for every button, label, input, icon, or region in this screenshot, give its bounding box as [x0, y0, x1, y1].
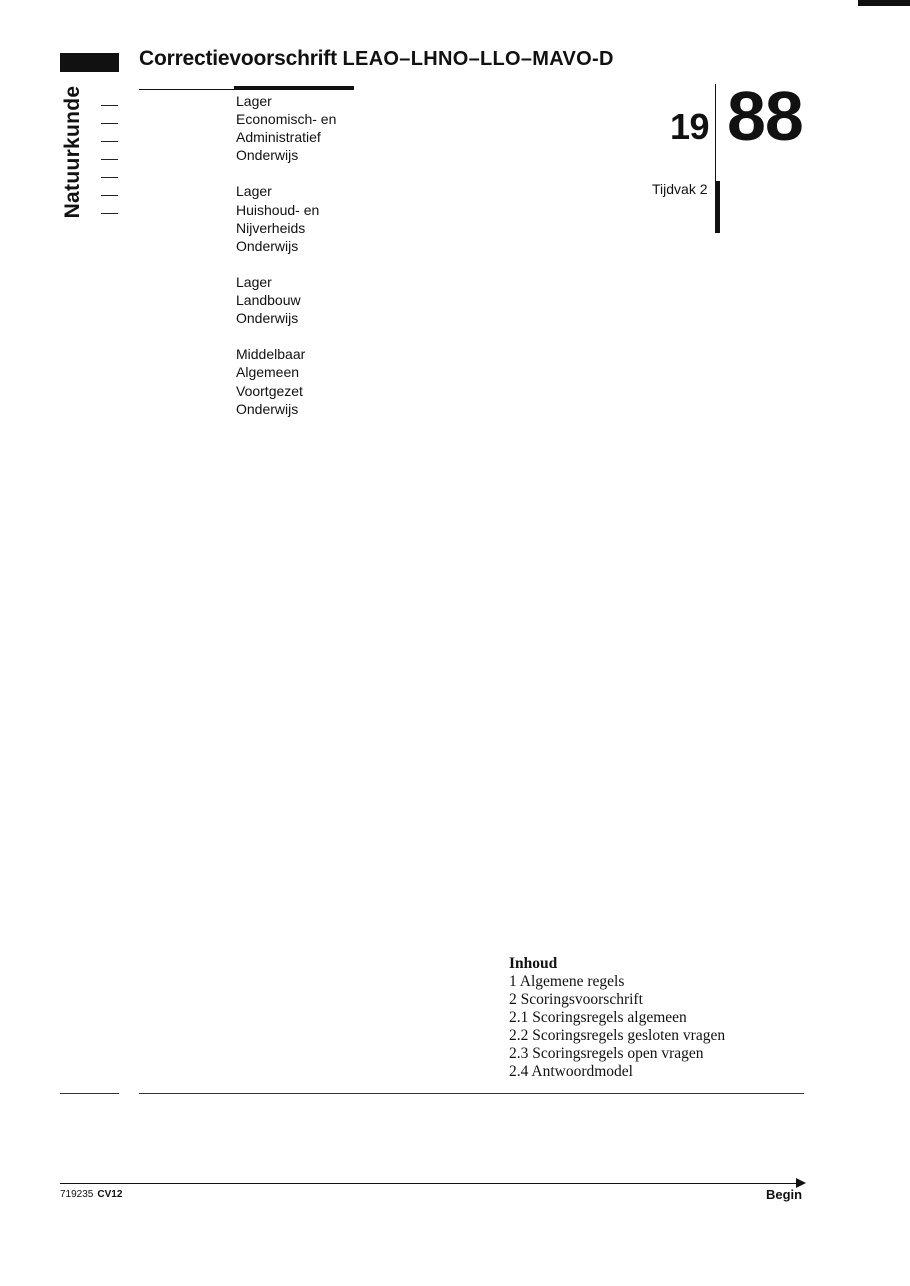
side-dash [101, 105, 118, 106]
contents-title: Inhoud [509, 955, 558, 972]
school-type-line: Administratief [236, 129, 321, 146]
school-type-line: Onderwijs [236, 237, 299, 254]
contents-item: 2.1 Scoringsregels algemeen [509, 1009, 687, 1026]
school-type-line: Onderwijs [236, 147, 299, 164]
year-divider-bar [715, 181, 720, 233]
table-of-contents [509, 955, 725, 1081]
school-type-line: Landbouw [236, 292, 301, 309]
footer-code [60, 1189, 122, 1200]
school-type-line: Onderwijs [236, 400, 299, 417]
school-type-line: Nijverheids [236, 219, 306, 236]
side-dash [101, 141, 118, 142]
subject-label: Natuurkunde [61, 85, 84, 219]
school-type-list [236, 92, 336, 436]
contents-item: 2.4 Antwoordmodel [509, 1063, 633, 1080]
side-dash [101, 195, 118, 196]
page-title [139, 47, 614, 71]
school-type-llo [236, 273, 336, 327]
corner-mark [858, 0, 910, 6]
school-type-lhno [236, 182, 336, 254]
school-type-line: Economisch- en [236, 111, 337, 128]
contents-item: 1 Algemene regels [509, 973, 625, 990]
title-code: LEAO–LHNO–LLO–MAVO-D [342, 48, 614, 70]
title-underline-thick [234, 86, 354, 90]
side-dash [101, 213, 118, 214]
footer-rule [60, 1183, 798, 1184]
title-main: Correctievoorschrift [139, 47, 337, 70]
contents-item: 2.3 Scoringsregels open vragen [509, 1045, 704, 1062]
school-type-leao [236, 92, 336, 164]
bottom-rule-left [60, 1093, 119, 1094]
school-type-line: Lager [236, 273, 272, 290]
year-decade: 88 [727, 77, 803, 155]
footer-doc-code: CV12 [97, 1189, 123, 1200]
school-type-line: Algemeen [236, 364, 300, 381]
footer-number: 719235 [60, 1189, 94, 1200]
side-dash [101, 123, 118, 124]
side-dash [101, 159, 118, 160]
school-type-line: Lager [236, 93, 272, 109]
side-dash [101, 177, 118, 178]
bottom-rule [139, 1093, 804, 1094]
school-type-line: Lager [236, 183, 272, 200]
school-type-line: Middelbaar [236, 346, 306, 363]
school-type-line: Voortgezet [236, 382, 303, 399]
school-type-line: Onderwijs [236, 310, 299, 327]
school-type-line: Huishoud- en [236, 201, 320, 218]
contents-item: 2 Scoringsvoorschrift [509, 991, 643, 1008]
contents-item: 2.2 Scoringsregels gesloten vragen [509, 1027, 726, 1044]
year-century: 19 [670, 106, 710, 147]
school-type-mavo [236, 345, 336, 417]
header-block-mark [60, 53, 119, 72]
period-label: Tijdvak 2 [652, 181, 708, 197]
begin-label: Begin [766, 1187, 803, 1202]
